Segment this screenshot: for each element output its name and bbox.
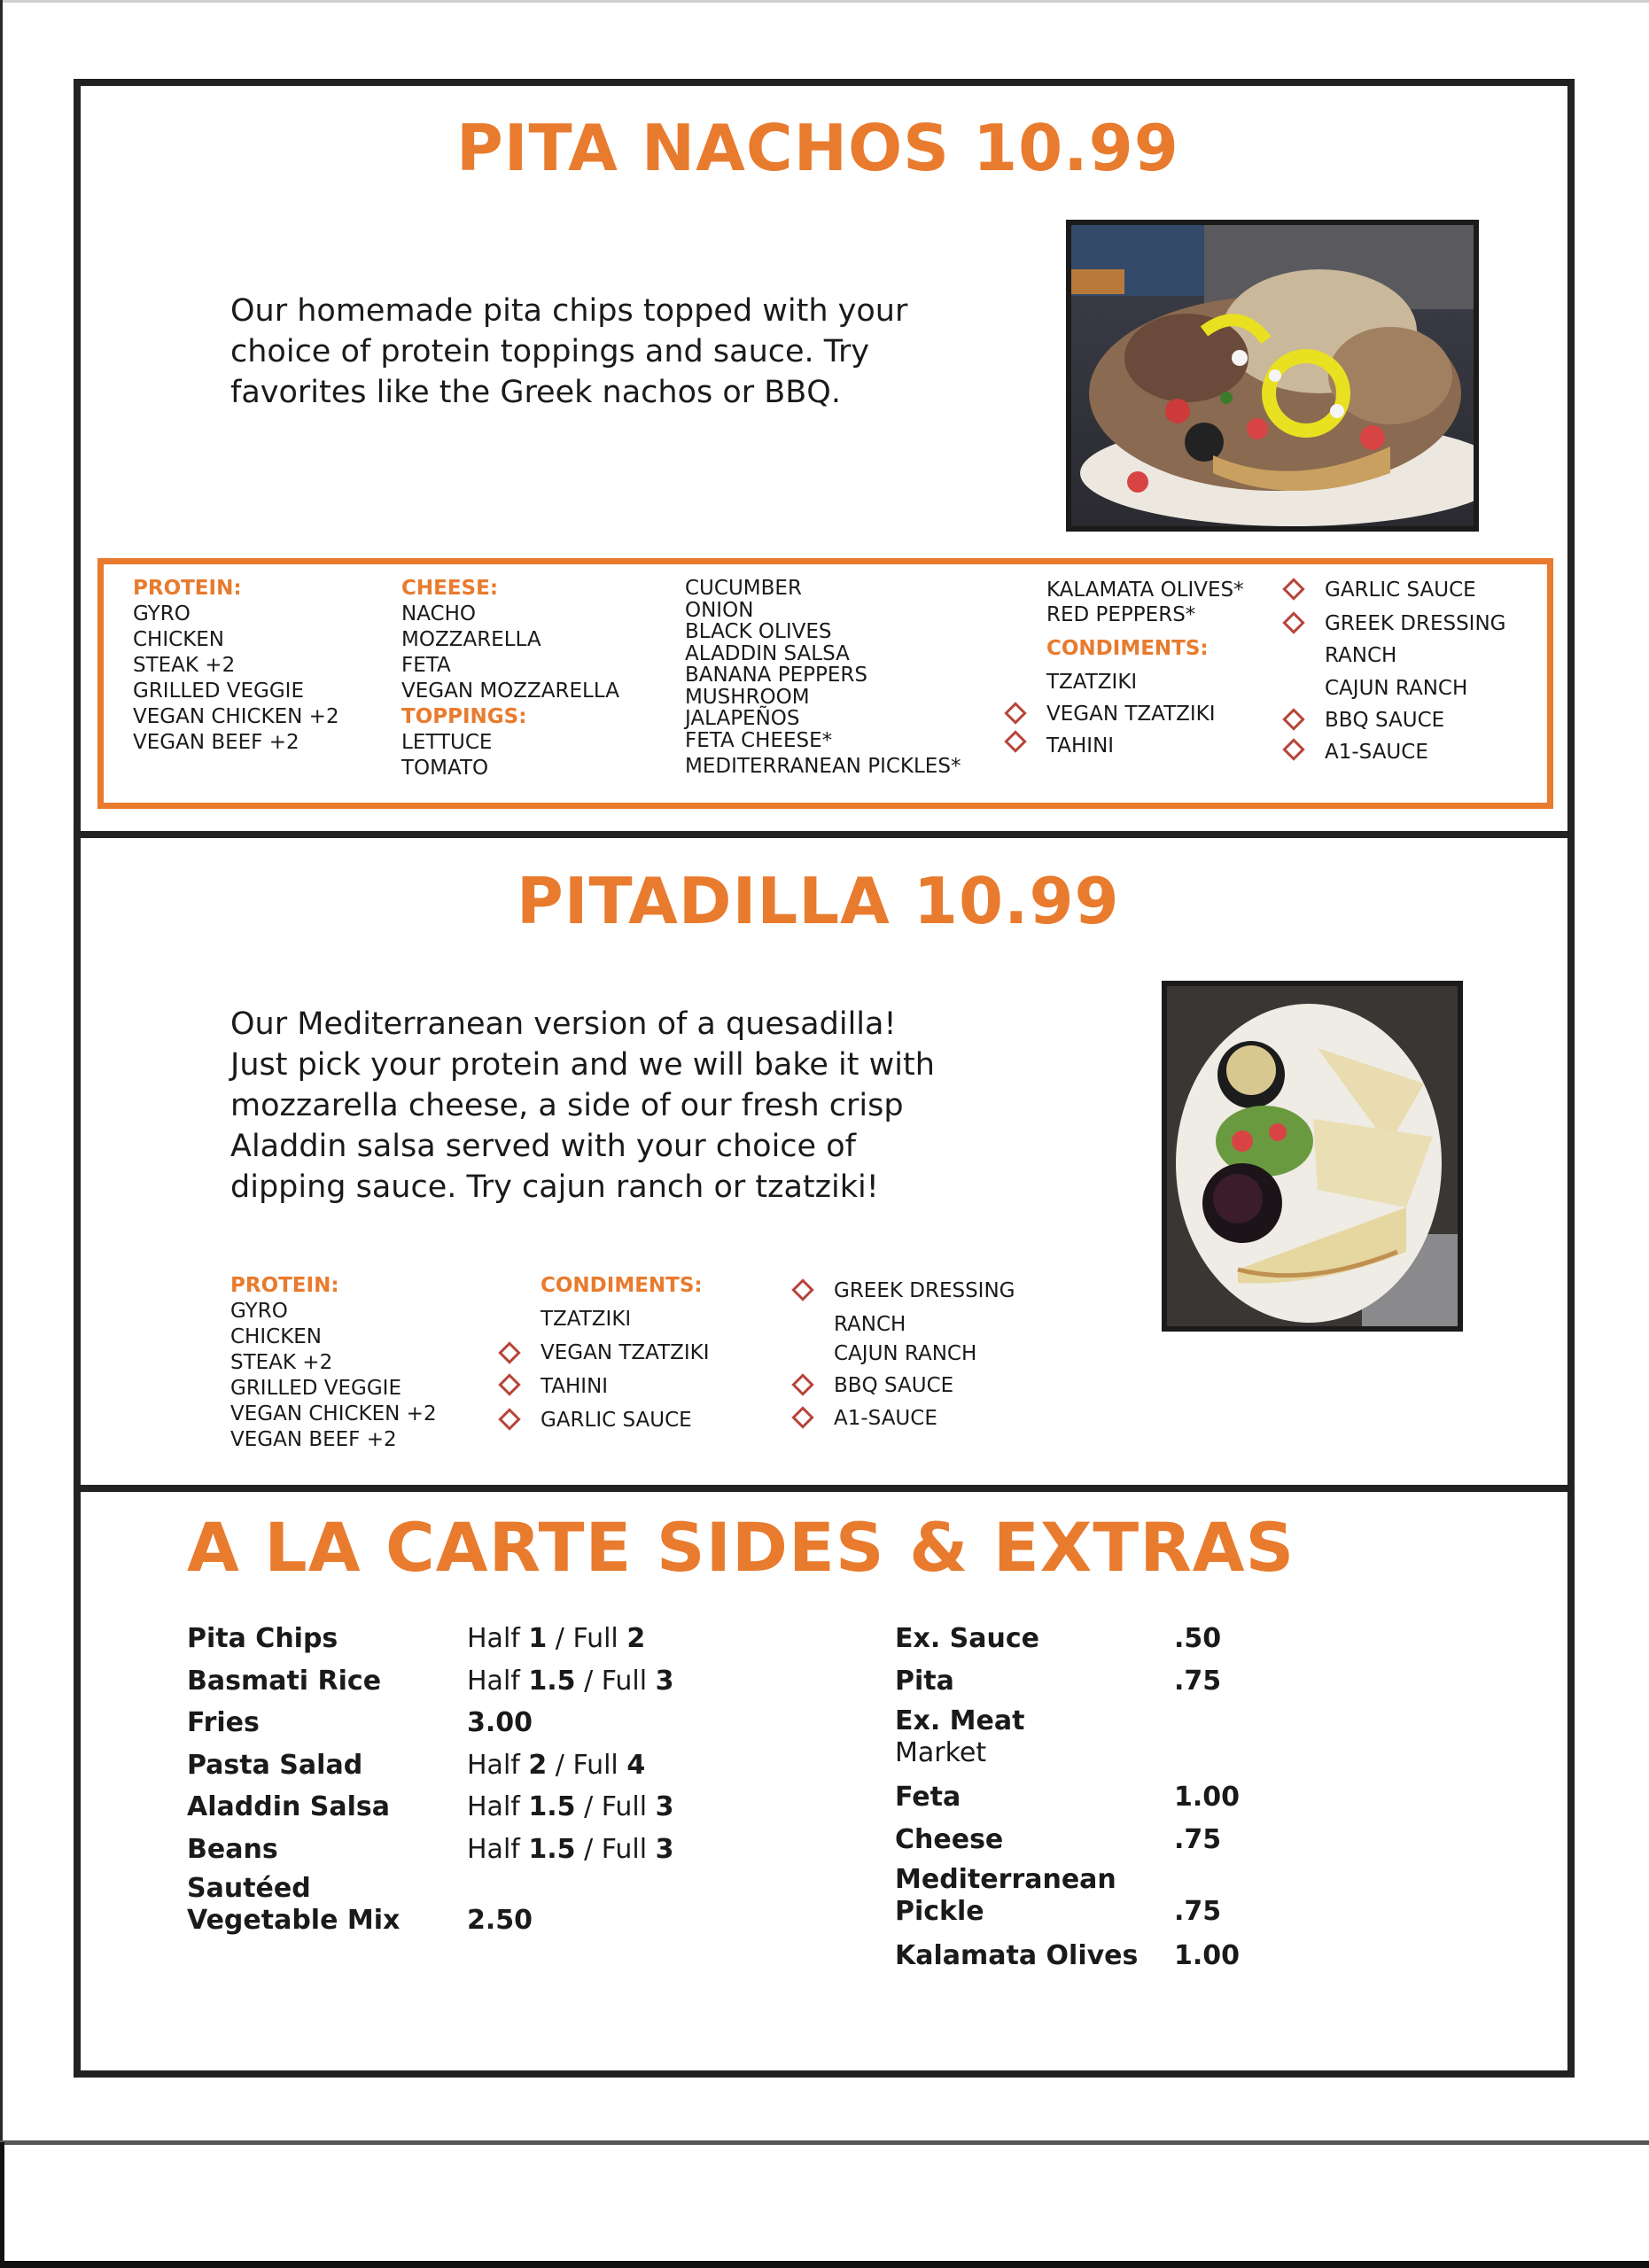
condiment-label: A1-SAUCE <box>1325 741 1428 764</box>
topping-option: RED PEPPERS* <box>1046 603 1196 626</box>
pita-nachos-photo <box>1066 220 1479 532</box>
page-break-line <box>0 2140 1649 2145</box>
condiment-option <box>1325 578 1506 611</box>
condiment-option <box>541 1374 710 1408</box>
condiment-option <box>1046 734 1244 765</box>
condiment-option <box>834 1373 1015 1406</box>
extra-name: Ex. Sauce <box>895 1623 1040 1654</box>
condiment-label: TAHINI <box>541 1375 609 1398</box>
condiment-option: CAJUN RANCH <box>1325 677 1468 700</box>
side-price: 3.00 <box>467 1707 533 1738</box>
food-photo-icon <box>1167 986 1458 1326</box>
condiments-header: CONDIMENTS: <box>541 1274 703 1297</box>
condiment-label: TAHINI <box>1046 734 1115 757</box>
nachos-toppings-column <box>685 578 961 777</box>
side-price: Half 1.5 / Full 3 <box>467 1833 674 1865</box>
side-name: Pasta Salad <box>187 1749 363 1781</box>
condiment-label: GARLIC SAUCE <box>1325 579 1476 602</box>
condiment-option <box>1046 702 1244 734</box>
protein-option: CHICKEN <box>133 628 225 651</box>
topping-option: TOMATO <box>401 757 489 780</box>
description-line: choice of protein toppings and sauce. Try <box>230 334 870 369</box>
protein-option: GRILLED VEGGIE <box>133 680 304 703</box>
condiment-option <box>834 1278 1015 1312</box>
nachos-sauces-column <box>1325 578 1506 772</box>
condiment-label: BBQ SAUCE <box>834 1374 954 1397</box>
side-name: Sautéed Vegetable Mix <box>187 1872 401 1936</box>
topping-option: LETTUCE <box>401 731 493 754</box>
condiment-option <box>1325 611 1506 643</box>
side-price: Half 2 / Full 4 <box>467 1749 646 1781</box>
topping-option: FETA CHEESE* <box>685 728 833 752</box>
extra-price: 1.00 <box>1174 1782 1241 1813</box>
condiment-label: BBQ SAUCE <box>1325 709 1445 732</box>
pitadilla-description <box>230 1004 1028 1208</box>
extra-price: .75 <box>1174 1896 1222 1927</box>
protein-option: VEGAN BEEF +2 <box>133 731 299 754</box>
side-name: Fries <box>187 1707 260 1738</box>
side-name: Beans <box>187 1833 278 1865</box>
description-line: Our homemade pita chips topped with your <box>230 293 908 329</box>
pita-nachos-description <box>230 291 1010 413</box>
side-name: Aladdin Salsa <box>187 1791 391 1822</box>
condiment-label: GREEK DRESSING <box>834 1279 1015 1302</box>
condiment-label: VEGAN TZATZIKI <box>541 1341 710 1364</box>
extra-price: .75 <box>1174 1823 1222 1855</box>
scan-left-edge <box>0 0 3 2142</box>
extra-name: Cheese <box>895 1823 1004 1855</box>
extra-price: .75 <box>1174 1665 1222 1697</box>
condiments-header: CONDIMENTS: <box>1046 637 1209 660</box>
protein-option: GYRO <box>230 1300 288 1323</box>
pita-nachos-title: PITA NACHOS 10.99 <box>456 111 1179 185</box>
cheese-option: VEGAN MOZZARELLA <box>401 680 619 703</box>
extra-price: .50 <box>1174 1623 1222 1654</box>
pitadilla-sauces-column <box>834 1278 1015 1438</box>
condiment-option: CAJUN RANCH <box>834 1342 977 1365</box>
cheese-option: MOZZARELLA <box>401 628 541 651</box>
nachos-condiments-column <box>1046 578 1244 765</box>
description-line: dipping sauce. Try cajun ranch or tzatziki! <box>230 1169 879 1205</box>
condiment-option <box>1325 740 1506 772</box>
description-line: Aladdin salsa served with your choice of <box>230 1129 856 1164</box>
condiment-option: TZATZIKI <box>541 1308 632 1331</box>
cheese-option: NACHO <box>401 602 476 625</box>
topping-option: CUCUMBER <box>685 577 802 600</box>
topping-option: ONION <box>685 598 754 622</box>
pitadilla-photo <box>1162 981 1463 1332</box>
extra-price: Market <box>895 1737 987 1768</box>
protein-option: STEAK +2 <box>133 654 236 677</box>
extra-name: Kalamata Olives <box>895 1940 1139 1971</box>
nachos-protein-column <box>133 576 339 756</box>
topping-option: ALADDIN SALSA <box>685 641 850 665</box>
protein-option: GRILLED VEGGIE <box>230 1377 401 1400</box>
topping-option: BANANA PEPPERS <box>685 664 867 687</box>
section-divider <box>74 1485 1575 1492</box>
protein-option: STEAK +2 <box>230 1351 333 1374</box>
side-price: 2.50 <box>467 1904 533 1936</box>
topping-option: MEDITERRANEAN PICKLES* <box>685 754 961 778</box>
condiment-option: RANCH <box>1325 644 1397 667</box>
extra-price: 1.00 <box>1174 1940 1241 1971</box>
side-price: Half 1 / Full 2 <box>467 1623 646 1654</box>
description-line: favorites like the Greek nachos or BBQ. <box>230 375 841 410</box>
section-divider <box>74 831 1575 838</box>
extra-name: Pita <box>895 1665 954 1697</box>
condiment-label: VEGAN TZATZIKI <box>1046 703 1216 726</box>
condiment-option <box>541 1340 710 1374</box>
cheese-option: FETA <box>401 654 451 677</box>
protein-option: VEGAN BEEF +2 <box>230 1428 397 1451</box>
side-price: Half 1.5 / Full 3 <box>467 1665 674 1697</box>
protein-header: PROTEIN: <box>133 577 242 600</box>
a-la-carte-title: A LA CARTE SIDES & EXTRAS <box>187 1508 1295 1587</box>
protein-option: CHICKEN <box>230 1325 323 1348</box>
condiment-label: GREEK DRESSING <box>1325 612 1506 635</box>
condiment-option <box>834 1406 1015 1438</box>
pitadilla-protein-column <box>230 1273 437 1453</box>
side-price: Half 1.5 / Full 3 <box>467 1791 674 1822</box>
condiment-label: A1-SAUCE <box>834 1407 937 1430</box>
side-name: Basmati Rice <box>187 1665 382 1697</box>
pitadilla-condiments-column <box>541 1273 710 1441</box>
extra-name: Mediterranean Pickle <box>895 1864 1116 1927</box>
pitadilla-title: PITADILLA 10.99 <box>517 864 1120 938</box>
scan-top-edge <box>0 0 1649 3</box>
condiment-option: RANCH <box>834 1313 906 1336</box>
toppings-header: TOPPINGS: <box>401 705 527 728</box>
protein-option: GYRO <box>133 602 191 625</box>
extra-name: Ex. Meat <box>895 1705 1025 1736</box>
topping-option: MUSHROOM <box>685 685 810 709</box>
description-line: Our Mediterranean version of a quesadilla! <box>230 1006 897 1042</box>
protein-option: VEGAN CHICKEN +2 <box>230 1402 437 1425</box>
condiment-label: GARLIC SAUCE <box>541 1409 692 1432</box>
topping-option: BLACK OLIVES <box>685 620 832 643</box>
topping-option: KALAMATA OLIVES* <box>1046 579 1244 602</box>
description-line: mozzarella cheese, a side of our fresh crisp <box>230 1088 904 1123</box>
condiment-option <box>541 1408 710 1441</box>
description-line: Just pick your protein and we will bake it with <box>230 1047 935 1083</box>
cheese-header: CHEESE: <box>401 577 499 600</box>
extra-name: Feta <box>895 1782 961 1813</box>
food-photo-icon <box>1071 225 1474 526</box>
scan-bottom-edge <box>0 2261 1649 2268</box>
condiment-option <box>1325 708 1506 740</box>
protein-header: PROTEIN: <box>230 1274 339 1297</box>
nachos-cheese-column <box>401 576 619 781</box>
side-name: Pita Chips <box>187 1623 338 1654</box>
topping-option: JALAPEÑOS <box>685 707 800 730</box>
scan-left-edge <box>0 2142 4 2268</box>
condiment-option: TZATZIKI <box>1046 671 1138 694</box>
protein-option: VEGAN CHICKEN +2 <box>133 705 339 728</box>
